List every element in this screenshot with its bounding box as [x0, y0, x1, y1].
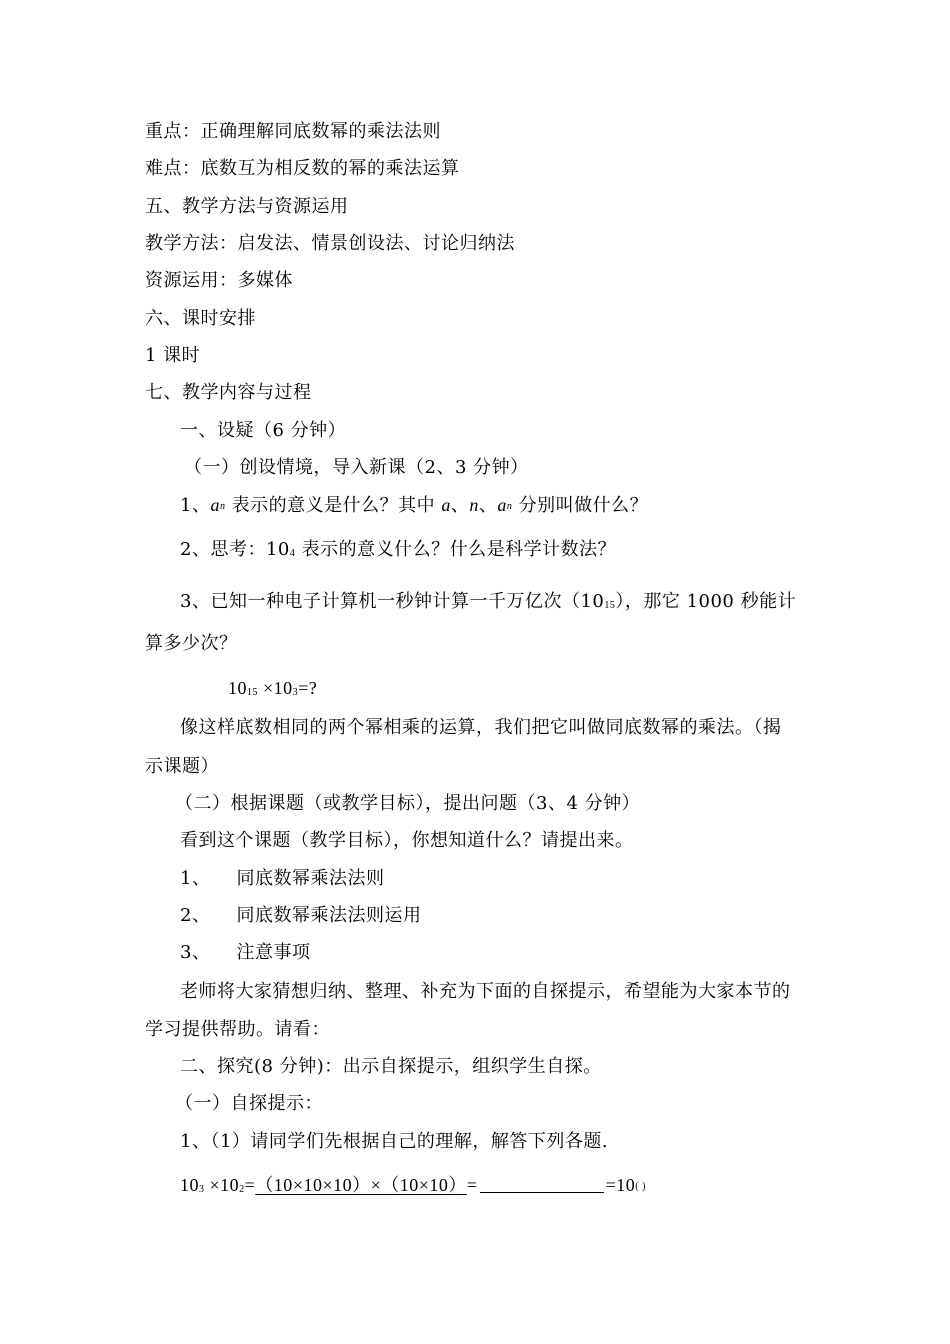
expr2-exp2: 2 — [239, 1184, 245, 1195]
question-1-end: 分别叫做什么？ — [512, 495, 649, 516]
paragraph-1-line-2: 示课题） — [145, 756, 219, 777]
var-a: a — [210, 495, 220, 515]
resources-line: 资源运用：多媒体 — [145, 270, 293, 291]
var-n: n — [469, 495, 479, 515]
list-item — [180, 942, 310, 964]
expression-2 — [180, 1174, 646, 1200]
prompt-line: 看到这个课题（教学目标），你想知道什么？请提出来。 — [180, 830, 634, 851]
list-item-number: 3、 — [180, 942, 211, 963]
var-a-2: a — [441, 495, 451, 515]
paragraph-1-line-1: 像这样底数相同的两个幂相乘的运算，我们把它叫做同底数幂的乘法。（揭 — [180, 717, 782, 738]
expr2-equals-1: = — [244, 1175, 256, 1195]
expr1-exp2: 3 — [292, 687, 299, 698]
class-hours-line: 1 课时 — [145, 345, 201, 366]
expr1-end: =? — [298, 678, 318, 698]
expr2-times: ×10 — [204, 1175, 240, 1195]
expr1-exp1: 15 — [247, 687, 258, 698]
question-2-prefix: 2、思考：10 — [180, 539, 290, 560]
question-1 — [180, 494, 648, 520]
answer-blank[interactable] — [480, 1174, 604, 1193]
question-3-prefix: 3、已知一种电子计算机一秒钟计算一千万亿次（10 — [180, 591, 605, 612]
exp-4: 4 — [289, 548, 296, 559]
subpart-1-heading: （一）创设情境，导入新课（2、3 分钟） — [184, 457, 529, 478]
difficulty-line: 难点：底数互为相反数的幂的乘法运算 — [145, 158, 460, 179]
list-item-number: 1、 — [180, 868, 211, 889]
section-7-heading: 七、教学内容与过程 — [145, 382, 312, 403]
section-5-heading: 五、教学方法与资源运用 — [145, 196, 349, 217]
list-item-text: 同底数幂乘法法则运用 — [236, 905, 422, 926]
question-3-line-1 — [180, 591, 796, 616]
exp-15: 15 — [604, 600, 616, 611]
exercise-1-instruction: 1、（1）请同学们先根据自己的理解，解答下列各题. — [180, 1131, 609, 1152]
question-2-end: 表示的意义什么？什么是科学计数法？ — [295, 539, 617, 560]
section-6-heading: 六、课时安排 — [145, 308, 256, 329]
question-2 — [180, 539, 616, 564]
var-a-3: a — [497, 495, 507, 515]
question-3-end: ），那它 1000 秒能计 — [615, 591, 797, 612]
expression-1 — [228, 677, 317, 703]
separator: 、 — [478, 495, 498, 516]
expr2-exp1: 3 — [199, 1184, 205, 1195]
paragraph-2-line-2: 学习提供帮助。请看： — [145, 1019, 330, 1040]
exp-n-2: n — [506, 501, 513, 512]
list-item-text: 注意事项 — [236, 942, 311, 963]
expr1-times: ×10 — [258, 678, 293, 698]
subpart-2-heading: （二）根据课题（或教学目标），提出问题（3、4 分钟） — [175, 793, 641, 814]
part-2-heading: 二、探究(8 分钟)：出示自探提示，组织学生自探。 — [180, 1056, 602, 1077]
expr2-expansion: （10×10×10）×（10×10） — [255, 1175, 467, 1195]
expr2-equals-2: = — [466, 1175, 478, 1195]
list-item — [180, 868, 384, 890]
teaching-methods-line: 教学方法：启发法、情景创设法、讨论归纳法 — [145, 233, 515, 254]
exp-n: n — [219, 501, 226, 512]
self-explore-hint-heading: （一）自探提示： — [175, 1093, 323, 1114]
question-1-mid: 表示的意义是什么？其中 — [225, 495, 442, 516]
question-3-line-2: 算多少次？ — [145, 633, 238, 654]
exponent-blank[interactable]: ( ) — [635, 1181, 646, 1192]
key-point-line: 重点：正确理解同底数幂的乘法法则 — [145, 121, 441, 142]
separator: 、 — [450, 495, 470, 516]
expr1-base: 10 — [228, 678, 247, 698]
expr2-result: =10 — [605, 1175, 636, 1195]
expr2-base: 10 — [180, 1175, 199, 1195]
list-item — [180, 905, 421, 927]
question-1-prefix: 1、 — [180, 495, 211, 516]
paragraph-2-line-1: 老师将大家猜想归纳、整理、补充为下面的自探提示，希望能为大家本节的 — [180, 981, 791, 1002]
part-1-heading: 一、设疑（6 分钟） — [180, 420, 347, 441]
list-item-number: 2、 — [180, 905, 211, 926]
list-item-text: 同底数幂乘法法则 — [236, 868, 385, 889]
